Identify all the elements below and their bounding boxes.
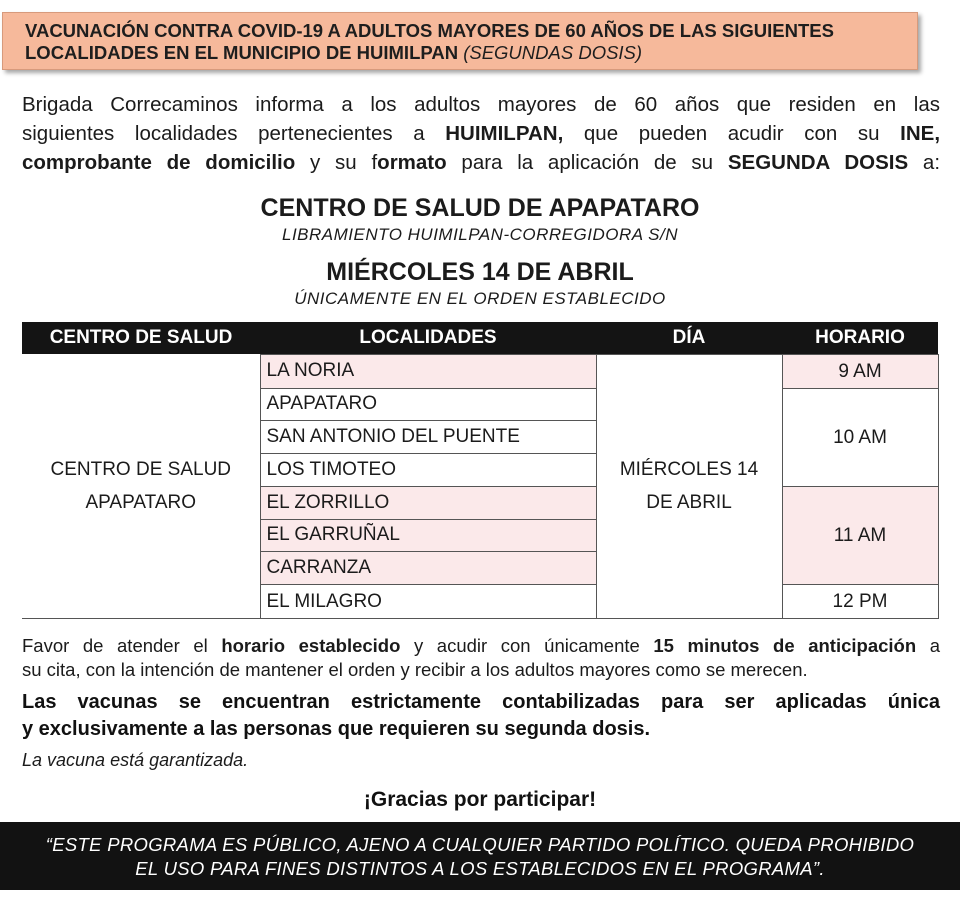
locality-cell: EL MILAGRO — [260, 585, 596, 619]
venue-address: LIBRAMIENTO HUIMILPAN-CORREGIDORA S/N — [281, 225, 678, 244]
header-line-2 — [25, 42, 917, 64]
strict-line-1: Las vacunas se encuentran estrictamente contabilizadas para ser aplicadas única — [22, 691, 940, 713]
locality-cell: EL ZORRILLO — [260, 486, 596, 519]
header-line-2-bold: LOCALIDADES EN EL MUNICIPIO DE HUIMILPAN — [25, 42, 459, 63]
header-center: CENTRO DE SALUD — [22, 322, 260, 354]
order-note: ÚNICAMENTE EN EL ORDEN ESTABLECIDO — [294, 289, 666, 308]
venue-name: CENTRO DE SALUD DE APAPATARO — [260, 194, 700, 222]
intro-ine: INE, — [900, 122, 941, 145]
footer-disclaimer — [0, 822, 960, 890]
intro-line-3 — [22, 148, 940, 177]
locality-cell: CARRANZA — [260, 552, 596, 585]
note-line-1 — [22, 634, 940, 658]
health-center-cell — [22, 354, 260, 619]
thanks-text: ¡Gracias por participar! — [363, 788, 597, 811]
intro-text: para la aplicación de su — [446, 151, 728, 174]
header-localities: LOCALIDADES — [260, 322, 596, 354]
header-line-2-italic: (SEGUNDAS DOSIS) — [463, 42, 643, 63]
intro-proof-address: comprobante de domicilio — [22, 151, 296, 174]
health-center-line-2: APAPATARO — [85, 492, 196, 513]
intro-text: siguientes localidades pertenecientes a — [22, 122, 446, 145]
time-cell: 11 AM — [782, 486, 938, 584]
note-line-2: su cita, con la intención de mantener el orden y recibir a los adultos mayores como se merecen. — [22, 659, 808, 680]
intro-municipality: HUIMILPAN, — [445, 122, 564, 145]
time-cell: 12 PM — [782, 585, 938, 619]
header-banner — [2, 12, 918, 70]
locality-cell: LA NORIA — [260, 354, 596, 388]
locality-cell: SAN ANTONIO DEL PUENTE — [260, 421, 596, 454]
intro-text: y su f — [295, 151, 378, 174]
intro-paragraph — [22, 90, 940, 177]
health-center-line-1: CENTRO DE SALUD — [50, 459, 232, 480]
note-schedule: horario establecido — [221, 635, 401, 656]
time-cell: 9 AM — [782, 354, 938, 388]
guarantee-text: La vacuna está garantizada. — [22, 750, 249, 770]
time-cell: 10 AM — [782, 388, 938, 486]
punctuality-note — [22, 634, 940, 682]
intro-format: ormato — [377, 151, 447, 174]
strict-line-2: y exclusivamente a las personas que requieren su segunda dosis. — [22, 718, 651, 740]
header-day: DÍA — [596, 322, 782, 354]
intro-second-dose: SEGUNDA DOSIS — [727, 151, 909, 174]
note-minutes: 15 minutos de anticipación — [653, 635, 917, 656]
table-header-row — [22, 322, 938, 354]
day-line-1: MIÉRCOLES 14 — [619, 459, 759, 481]
venue-date: MIÉRCOLES 14 DE ABRIL — [326, 258, 634, 286]
locality-cell: LOS TIMOTEO — [260, 454, 596, 487]
day-line-2: DE ABRIL — [646, 492, 732, 514]
note-text: a — [916, 635, 941, 656]
header-time: HORARIO — [782, 322, 938, 354]
intro-text: que pueden acudir con su — [563, 122, 901, 145]
locality-cell: APAPATARO — [260, 388, 596, 421]
note-text: y acudir con únicamente — [400, 635, 654, 656]
day-cell — [596, 354, 782, 619]
intro-line-2 — [22, 119, 940, 148]
table-row — [22, 354, 938, 388]
footer-line-2: EL USO PARA FINES DISTINTOS A LOS ESTABLECIDOS EN EL PROGRAMA”. — [135, 858, 825, 879]
strict-notice — [22, 689, 940, 743]
intro-line-1: Brigada Correcaminos informa a los adultos mayores de 60 años que residen en las — [22, 93, 940, 116]
footer-line-1: “ESTE PROGRAMA ES PÚBLICO, AJENO A CUALQUIER PARTIDO POLÍTICO. QUEDA PROHIBIDO — [45, 834, 915, 855]
locality-cell: EL GARRUÑAL — [260, 519, 596, 552]
header-line-1: VACUNACIÓN CONTRA COVID-19 A ADULTOS MAYORES DE 60 AÑOS DE LAS SIGUIENTES — [25, 20, 834, 41]
schedule-table — [22, 322, 939, 619]
note-text: Favor de atender el — [22, 635, 222, 656]
intro-text: a: — [908, 151, 941, 174]
